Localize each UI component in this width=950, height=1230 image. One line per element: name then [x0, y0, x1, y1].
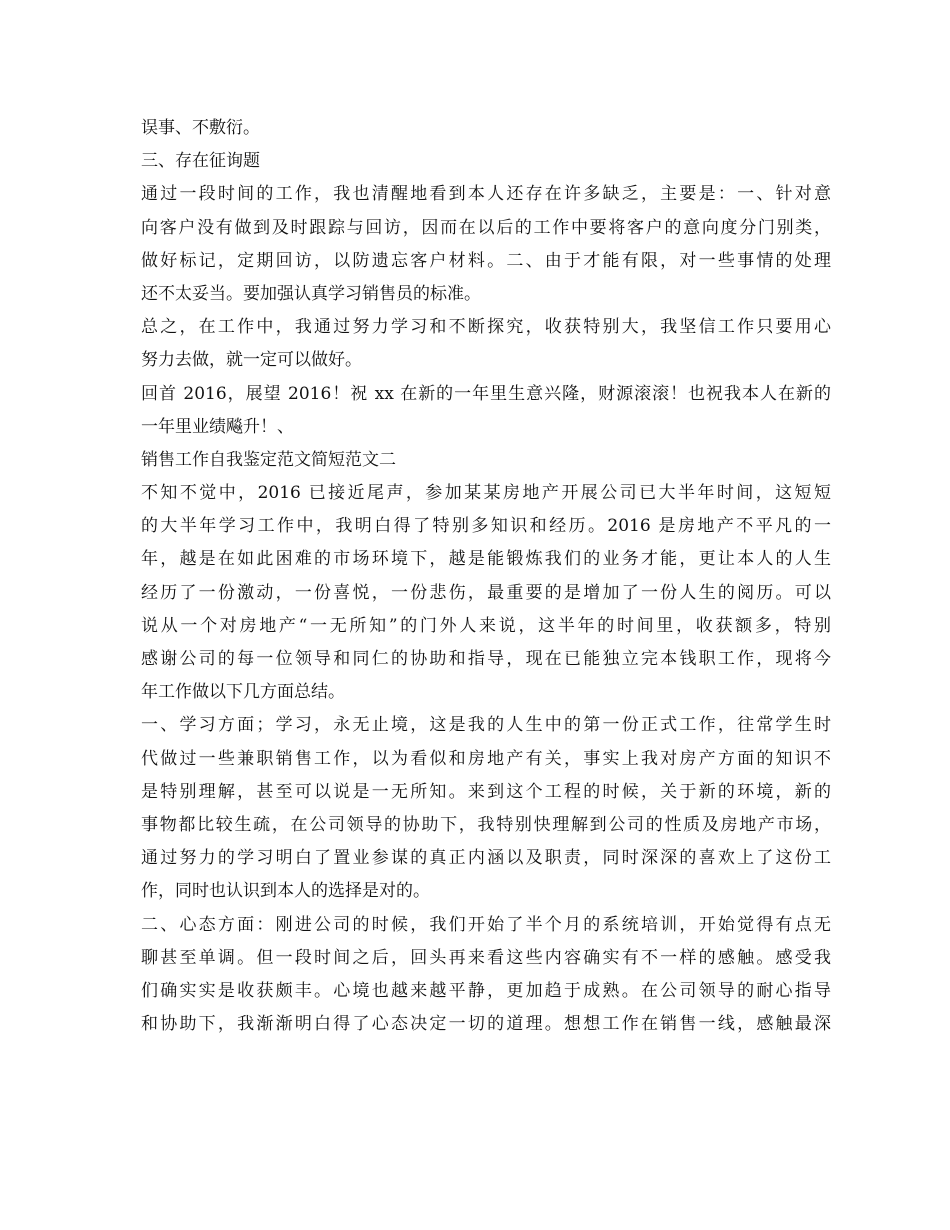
text-line: 是特别理解，甚至可以说是一无所知。来到这个工程的时候，关于新的环境，新的 [141, 781, 831, 802]
text-line: 感谢公司的每一位领导和同仁的协助和指导，现在已能独立完本钱职工作，现将今 [141, 649, 831, 669]
text-line: 通过努力的学习明白了置业参谋的真正内涵以及职责，同时深深的喜欢上了这份工 [141, 848, 831, 869]
text-line: 一、学习方面；学习，永无止境，这是我的人生中的第一份正式工作，往常学生时 [141, 715, 831, 736]
text-line: 和协助下，我渐渐明白得了心态决定一切的道理。想想工作在销售一线，感触最深 [141, 1014, 831, 1035]
text-line: 年工作做以下几方面总结。 [141, 682, 345, 703]
text-line: 还不太妥当。要加强认真学习销售员的标准。 [141, 283, 481, 304]
text-line: 年，越是在如此困难的市场环境下，越是能锻炼我们的业务才能，更让本人的人生 [141, 549, 831, 570]
text-line: 总之，在工作中，我通过努力学习和不断探究，收获特别大，我坚信工作只要用心 [141, 317, 831, 338]
text-line: 二、心态方面：刚进公司的时候，我们开始了半个月的系统培训，开始觉得有点无 [141, 914, 831, 935]
text-line: 不知不觉中，2016 已接近尾声，参加某某房地产开展公司已大半年时间，这短短 [141, 483, 831, 504]
text-line: 代做过一些兼职销售工作，以为看似和房地产有关，事实上我对房产方面的知识不 [141, 748, 831, 769]
text-line: 误事、不敷衍。 [141, 118, 260, 138]
text-line: 作，同时也认识到本人的选择是对的。 [141, 881, 430, 902]
text-line: 们确实实是收获颇丰。心境也越来越平静，更加趋于成熟。在公司领导的耐心指导 [141, 980, 831, 1001]
text-line: 销售工作自我鉴定范文简短范文二 [141, 449, 396, 470]
document-body [141, 112, 831, 1041]
text-line: 三、存在征询题 [141, 151, 260, 172]
text-line: 回首 2016，展望 2016！祝 xx 在新的一年里生意兴隆，财源滚滚！也祝我本人在新的 [141, 383, 831, 404]
text-line: 说从一个对房地产“一无所知”的门外人来说，这半年的时间里，收获额多，特别 [141, 615, 831, 636]
text-line: 努力去做，就一定可以做好。 [141, 350, 362, 371]
text-line: 向客户没有做到及时跟踪与回访，因而在以后的工作中要将客户的意向度分门别类， [141, 217, 831, 238]
text-line: 一年里业绩飚升！、 [141, 416, 294, 437]
text-line: 的大半年学习工作中，我明白得了特别多知识和经历。2016 是房地产不平凡的一 [141, 516, 831, 537]
text-line: 聊甚至单调。但一段时间之后，回头再来看这些内容确实有不一样的感触。感受我 [141, 947, 831, 968]
text-line: 通过一段时间的工作，我也清醒地看到本人还存在许多缺乏，主要是：一、针对意 [141, 184, 831, 205]
text-line: 经历了一份激动，一份喜悦，一份悲伤，最重要的是增加了一份人生的阅历。可以 [141, 582, 831, 603]
text-line: 事物都比较生疏，在公司领导的协助下，我特别快理解到公司的性质及房地产市场， [141, 814, 831, 835]
text-line: 做好标记，定期回访，以防遗忘客户材料。二、由于才能有限，对一些事情的处理 [141, 250, 831, 271]
